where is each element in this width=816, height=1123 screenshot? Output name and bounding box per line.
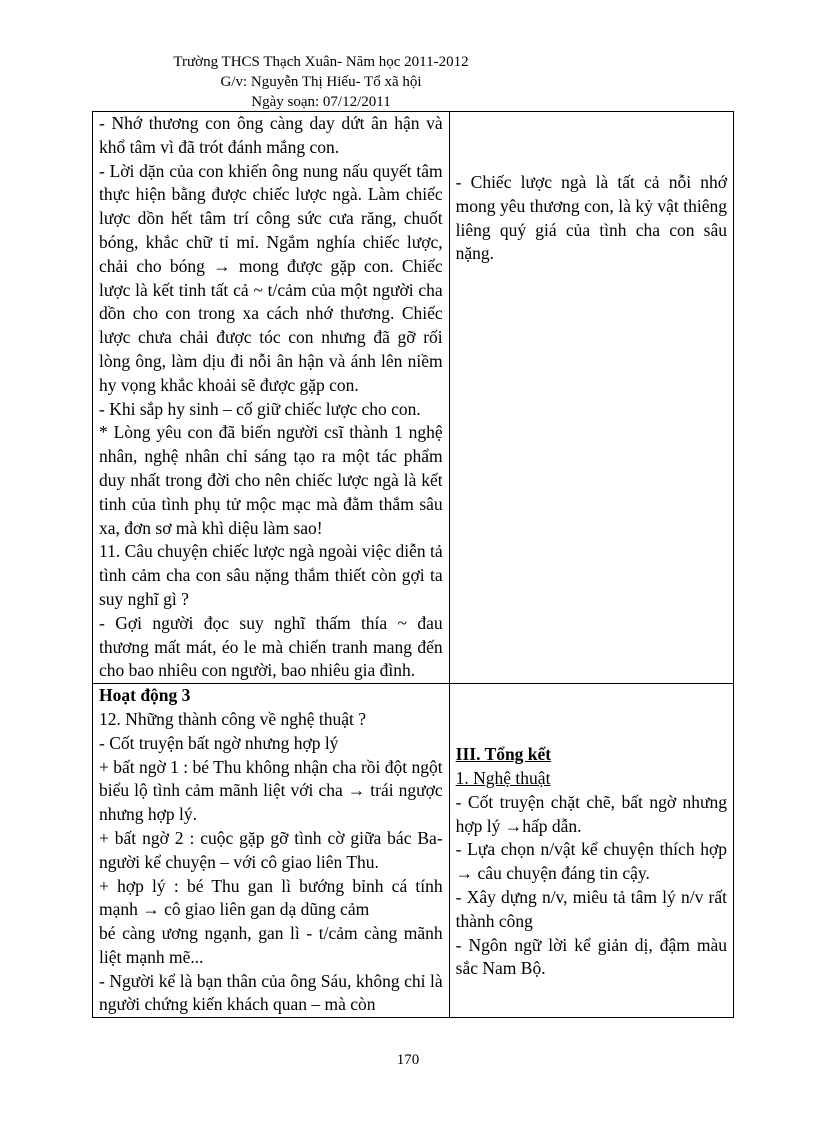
paragraph: - Gợi người đọc suy nghĩ thấm thía ~ đau thương mất mát, éo le mà chiến tranh mang đến cho bao nhiêu con người, bao nhiêu gia đình.	[99, 612, 443, 681]
question-12: 12. Những thành công về nghệ thuật ?	[99, 708, 367, 729]
right-column-top	[449, 112, 733, 684]
summary-heading: III. Tổng kết	[455, 744, 552, 765]
header-teacher: G/v: Nguyễn Thị Hiếu- Tổ xã hội	[220, 74, 422, 90]
page-header	[0, 52, 642, 112]
paragraph: + hợp lý : bé Thu gan lì bướng bỉnh cá tính mạnh → cô giao liên gan dạ dũng cảm	[99, 875, 443, 920]
activity-heading: Hoạt động 3	[99, 685, 191, 706]
table-row	[93, 684, 734, 1018]
paragraph: - Người kể là bạn thân của ông Sáu, không chỉ là người chứng kiến khách quan – mà còn	[99, 970, 443, 1015]
table-row	[93, 112, 734, 684]
header-school: Trường THCS Thạch Xuân- Năm học 2011-2012	[173, 54, 469, 70]
paragraph: bé càng ương ngạnh, gan lì - t/cảm càng mãnh liệt mạnh mẽ...	[99, 923, 443, 967]
page-number: 170	[396, 1052, 420, 1068]
paragraph: + bất ngờ 2 : cuộc gặp gỡ tình cờ giữa bác Ba- người kể chuyện – với cô giao liên Thu.	[99, 827, 443, 872]
right-summary-text: - Chiếc lược ngà là tất cả nỗi nhớ mong yêu thương con, là kỷ vật thiêng liêng quý giá của tình cha con sâu nặng.	[455, 172, 727, 264]
paragraph: - Khi sắp hy sinh – cố giữ chiếc lược cho con.	[99, 398, 421, 419]
left-column-bottom	[93, 684, 450, 1018]
header-date: Ngày soạn: 07/12/2011	[251, 94, 391, 110]
paragraph: + bất ngờ 1 : bé Thu không nhận cha rồi đột ngột biểu lộ tình cảm mãnh liệt với cha → trái ngược nhưng hợp lý.	[99, 756, 443, 825]
summary-subheading: 1. Nghệ thuật	[455, 767, 551, 788]
paragraph: - Nhớ thương con ông càng day dứt ân hận và khổ tâm vì đã trót đánh mắng con.	[99, 113, 443, 157]
summary-item: - Ngôn ngữ lời kể giản dị, đậm màu sắc Nam Bộ.	[455, 934, 727, 979]
paragraph: - Cốt truyện bất ngờ nhưng hợp lý	[99, 732, 339, 753]
lesson-table	[92, 111, 734, 1018]
left-column-top	[93, 112, 450, 684]
paragraph: * Lòng yêu con đã biến người csĩ thành 1 nghệ nhân, nghệ nhân chỉ sáng tạo ra một tác phẩm duy nhất trong đời cho nên chiếc lược ngà là kết tinh của tình phụ tử mộc mạc mà đằm thắm sâu xa, đơn sơ mà khì diệu làm sao!	[99, 422, 443, 538]
summary-item: - Cốt truyện chặt chẽ, bất ngờ nhưng hợp lý →hấp dẫn.	[455, 791, 727, 836]
paragraph: - Lời dặn của con khiến ông nung nấu quyết tâm thực hiện bằng được chiếc lược ngà. Làm chiếc lược dồn hết tâm trí công sức cưa răng, chuốt bóng, khắc chữ tỉ mỉ. Ngắm nghía chiếc lược, chải cho bóng → mong được gặp con. Chiếc lược là kết tinh tất cả ~ t/cảm của một người cha dồn cho con trong xa cách nhớ thương. Chiếc lược chưa chải được tóc con nhưng đã gỡ rối lòng ông, làm dịu đi nỗi ân hận và ánh lên niềm hy vọng khắc khoải sẽ được gặp con.	[99, 160, 443, 395]
question-11: 11. Câu chuyện chiếc lược ngà ngoài việc diễn tả tình cảm cha con sâu nặng thắm thiết còn gợi ta suy nghĩ gì ?	[99, 541, 443, 609]
summary-item: - Xây dựng n/v, miêu tả tâm lý n/v rất thành công	[455, 886, 727, 931]
right-column-bottom	[449, 684, 733, 1018]
summary-item: - Lựa chọn n/vật kể chuyện thích hợp → câu chuyện đáng tin cậy.	[455, 839, 727, 884]
